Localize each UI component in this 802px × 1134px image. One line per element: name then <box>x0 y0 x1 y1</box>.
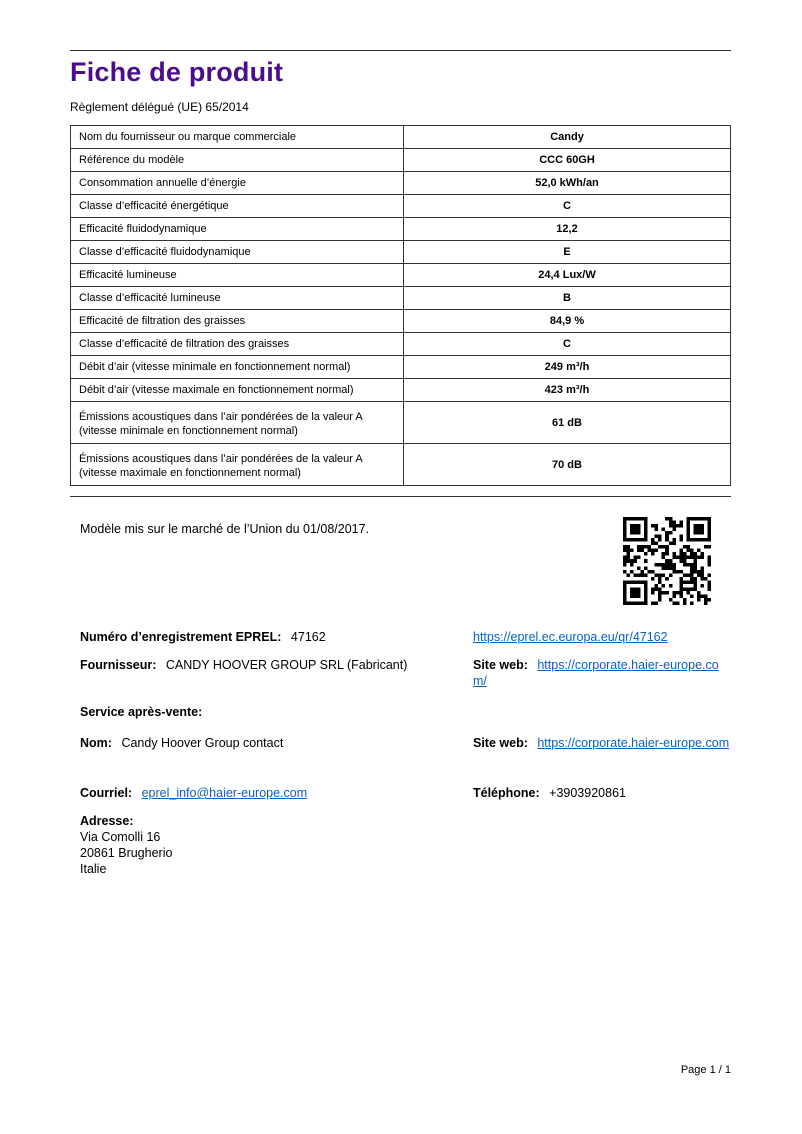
qr-code <box>623 517 711 605</box>
row-value: E <box>404 241 731 264</box>
document-content <box>70 0 731 877</box>
table-row <box>71 126 731 149</box>
row-value: 52,0 kWh/an <box>404 172 731 195</box>
eprel-row <box>80 629 731 657</box>
supplier-label: Fournisseur: <box>80 658 157 672</box>
row-label: Débit d’air (vitesse maximale en fonctionnement normal) <box>71 379 404 402</box>
table-row <box>71 241 731 264</box>
row-label: Classe d’efficacité énergétique <box>71 195 404 218</box>
website-label: Site web: <box>473 736 528 750</box>
address-label: Adresse: <box>80 814 134 828</box>
phone-value: +3903920861 <box>549 786 626 800</box>
market-row <box>80 517 731 605</box>
row-value: B <box>404 287 731 310</box>
address-block <box>80 813 731 877</box>
row-value: CCC 60GH <box>404 149 731 172</box>
row-value: Candy <box>404 126 731 149</box>
row-label: Émissions acoustiques dans l’air pondérées de la valeur A (vitesse maximale en fonctionnement normal) <box>71 444 404 486</box>
address-line: Via Comolli 16 <box>80 830 161 844</box>
table-row <box>71 444 731 486</box>
product-table <box>70 125 731 486</box>
row-label: Classe d’efficacité de filtration des graisses <box>71 333 404 356</box>
address-line: Italie <box>80 862 107 876</box>
row-label: Classe d’efficacité lumineuse <box>71 287 404 310</box>
row-value: 84,9 % <box>404 310 731 333</box>
contact-name-row <box>80 735 731 785</box>
page-number: Page 1 / 1 <box>680 1064 731 1076</box>
row-label: Efficacité lumineuse <box>71 264 404 287</box>
email-label: Courriel: <box>80 786 133 800</box>
row-value: 61 dB <box>404 402 731 444</box>
top-divider <box>70 50 731 51</box>
email-row <box>80 785 731 813</box>
row-value: C <box>404 195 731 218</box>
eprel-label: Numéro d’enregistrement EPREL: <box>80 630 282 644</box>
name-label: Nom: <box>80 736 112 750</box>
table-row <box>71 287 731 310</box>
table-row <box>71 149 731 172</box>
row-value: 249 m³/h <box>404 356 731 379</box>
address-line: 20861 Brugherio <box>80 846 173 860</box>
row-label: Consommation annuelle d’énergie <box>71 172 404 195</box>
website-link[interactable]: https://corporate.haier-europe.com/ <box>473 658 719 688</box>
row-value: C <box>404 333 731 356</box>
email-link[interactable]: eprel_info@haier-europe.com <box>141 786 308 800</box>
row-label: Référence du modèle <box>71 149 404 172</box>
eprel-link[interactable]: https://eprel.ec.europa.eu/qr/47162 <box>473 630 668 644</box>
row-label: Efficacité de filtration des graisses <box>71 310 404 333</box>
table-row <box>71 310 731 333</box>
page-title: Fiche de produit <box>70 57 284 87</box>
row-label: Efficacité fluidodynamique <box>71 218 404 241</box>
website-label: Site web: <box>473 658 528 672</box>
website-link[interactable]: https://corporate.haier-europe.com <box>537 736 730 750</box>
table-row <box>71 172 731 195</box>
service-title: Service après-vente: <box>80 705 203 719</box>
row-value: 70 dB <box>404 444 731 486</box>
table-row <box>71 379 731 402</box>
table-row <box>71 356 731 379</box>
regulation-text: Règlement délégué (UE) 65/2014 <box>70 100 249 114</box>
table-row <box>71 333 731 356</box>
row-label: Nom du fournisseur ou marque commerciale <box>71 126 404 149</box>
row-value: 423 m³/h <box>404 379 731 402</box>
details-section <box>80 629 731 877</box>
table-row <box>71 264 731 287</box>
row-label: Classe d’efficacité fluidodynamique <box>71 241 404 264</box>
market-text: Modèle mis sur le marché de l’Union du 01/08/2017. <box>80 522 370 536</box>
table-row <box>71 402 731 444</box>
row-value: 12,2 <box>404 218 731 241</box>
eprel-value: 47162 <box>290 630 326 644</box>
phone-label: Téléphone: <box>473 786 540 800</box>
table-row <box>71 195 731 218</box>
row-label: Débit d’air (vitesse minimale en fonctionnement normal) <box>71 356 404 379</box>
row-value: 24,4 Lux/W <box>404 264 731 287</box>
lower-section <box>70 517 731 877</box>
supplier-value: CANDY HOOVER GROUP SRL (Fabricant) <box>165 658 408 672</box>
name-value: Candy Hoover Group contact <box>121 736 284 750</box>
supplier-row <box>80 657 731 704</box>
table-row <box>71 218 731 241</box>
service-row <box>80 704 731 735</box>
row-label: Émissions acoustiques dans l’air pondérées de la valeur A (vitesse minimale en fonctionnement normal) <box>71 402 404 444</box>
section-divider <box>70 496 731 497</box>
